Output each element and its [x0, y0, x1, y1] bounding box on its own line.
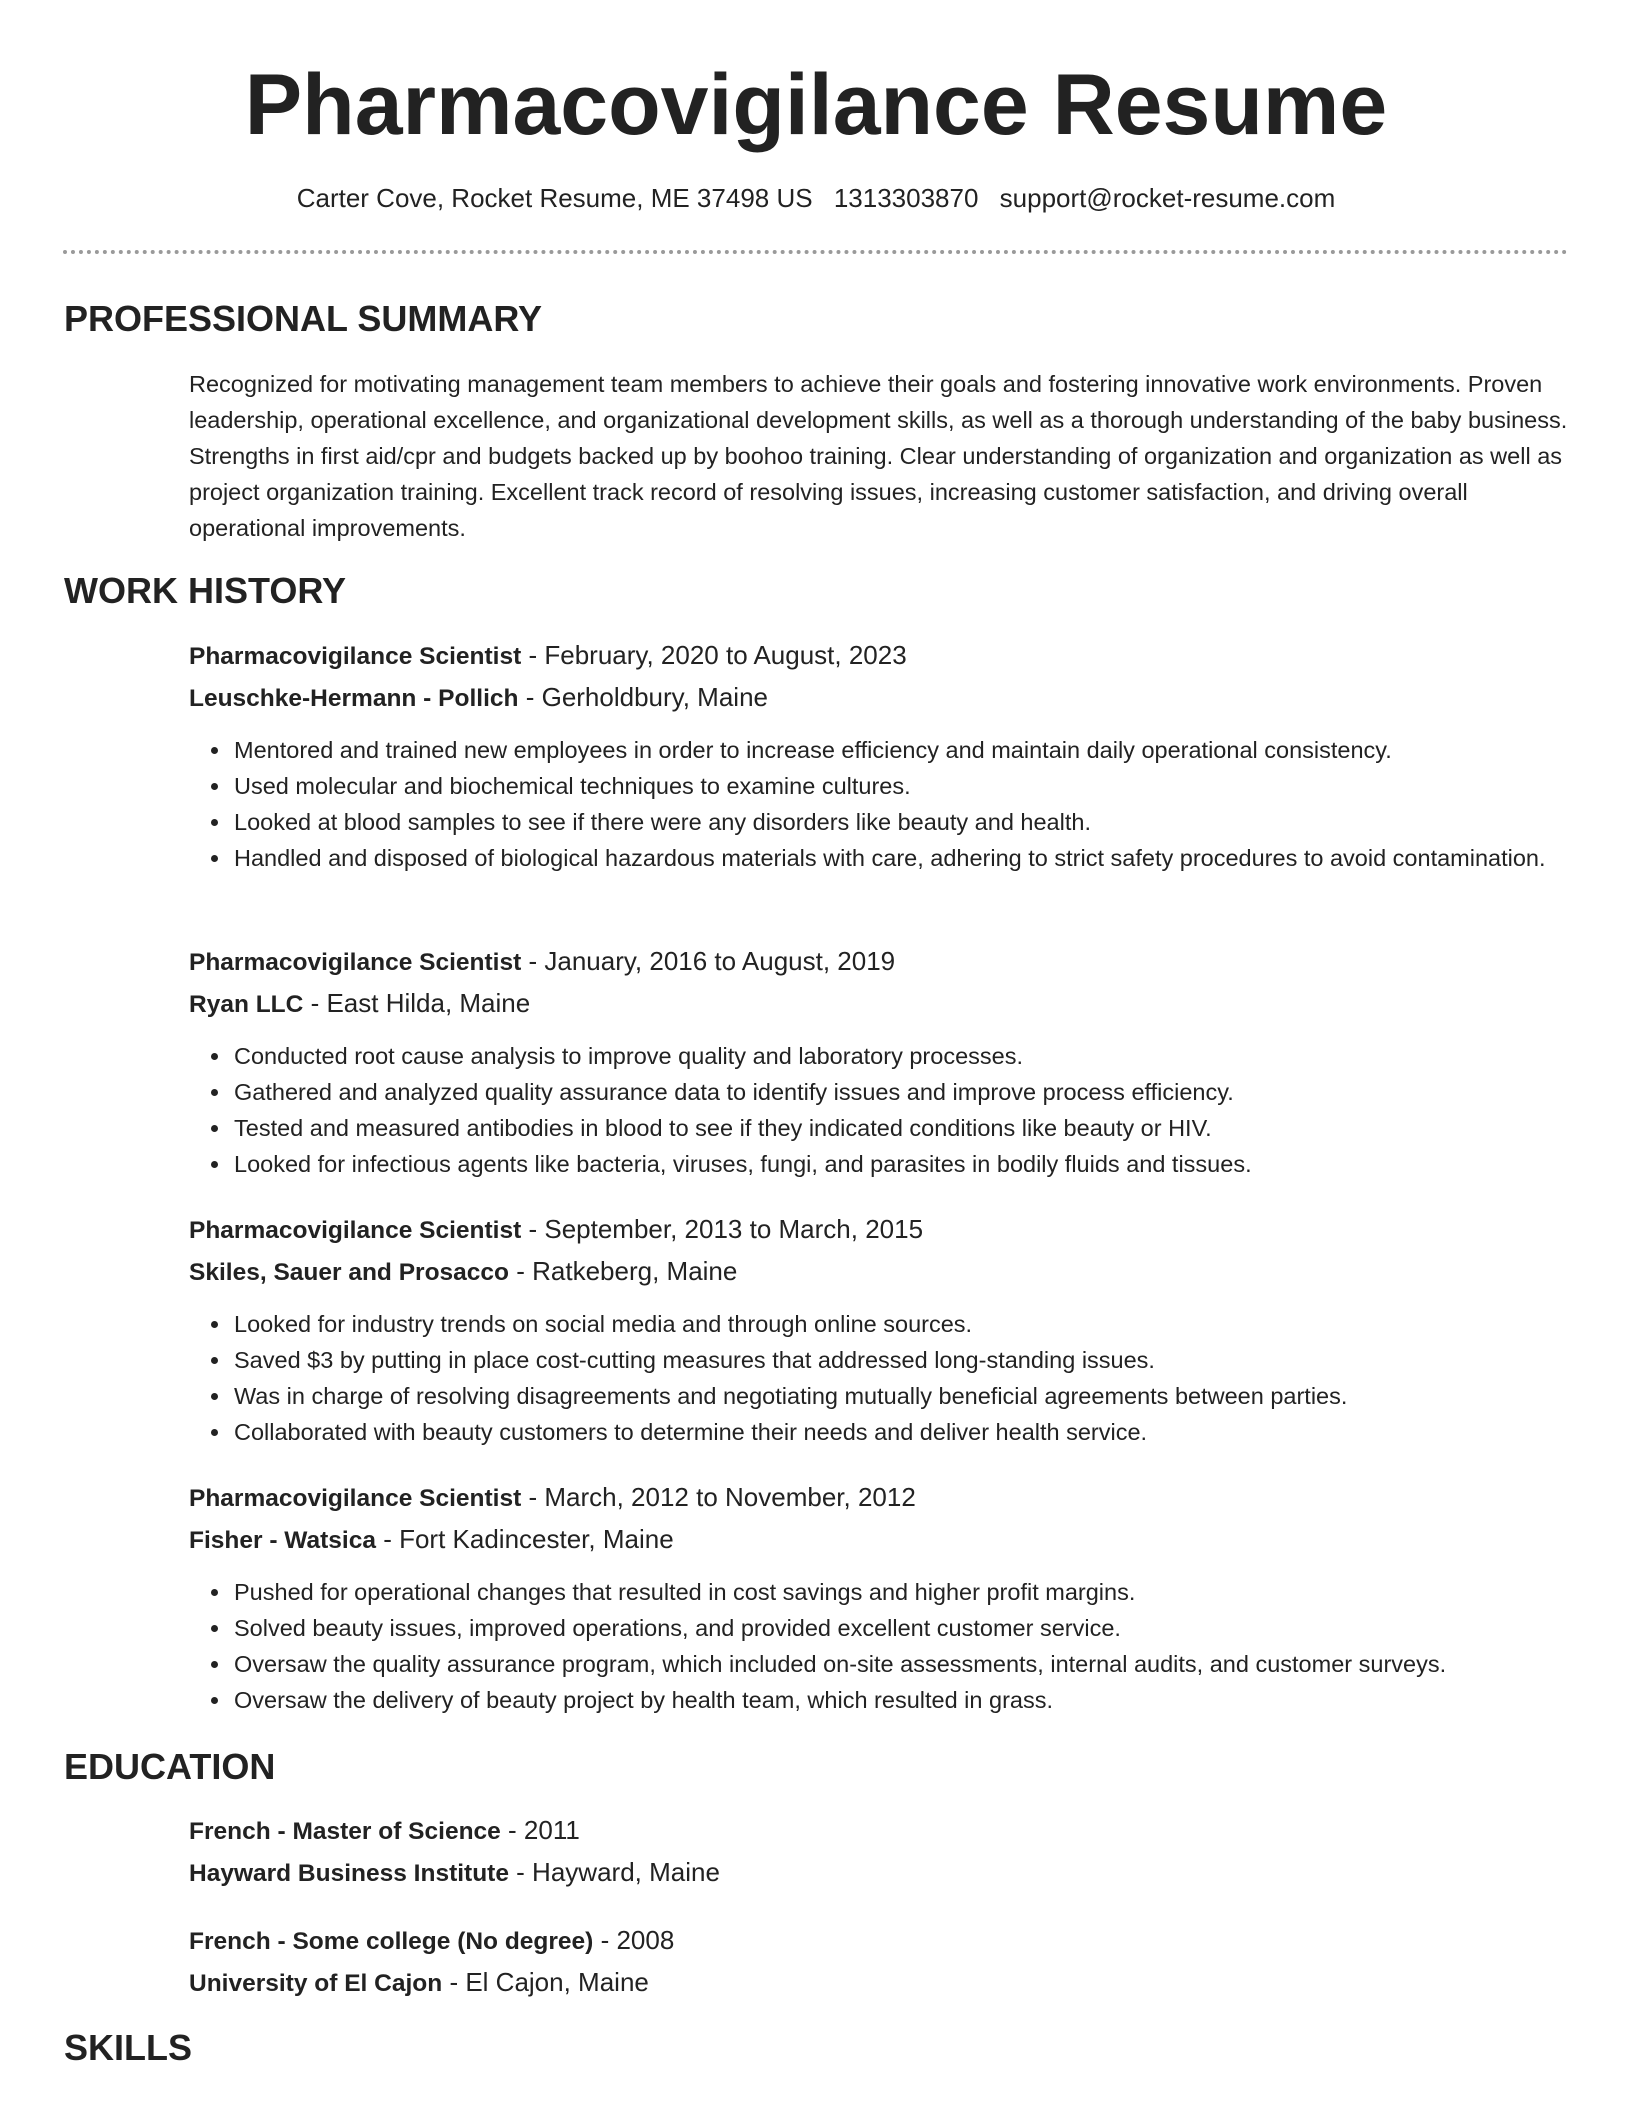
job-role: Pharmacovigilance Scientist: [189, 1217, 522, 1244]
job-title-line: [189, 1209, 1569, 1251]
job-bullet: • Oversaw the delivery of beauty project by health team, which resulted in grass.: [232, 1682, 1569, 1718]
job-location: - Fort Kadincester, Maine: [375, 1524, 674, 1554]
job-bullet: • Was in charge of resolving disagreements and negotiating mutually beneficial agreements between parties.: [232, 1378, 1569, 1414]
job-bullet: • Pushed for operational changes that resulted in cost savings and higher profit margins.: [232, 1574, 1569, 1610]
job-company: Leuschke-Hermann - Pollich: [189, 685, 519, 712]
summary-heading: PROFESSIONAL SUMMARY: [64, 298, 543, 339]
job-bullet: • Mentored and trained new employees in order to increase efficiency and maintain daily operational consistency.: [232, 732, 1569, 768]
job-title-line: [189, 1477, 1569, 1519]
job-entry: [189, 635, 1569, 876]
job-bullets: [189, 1038, 1569, 1182]
job-bullet: • Saved $3 by putting in place cost-cutting measures that addressed long-standing issues.: [232, 1342, 1569, 1378]
contact-address: Carter Cove, Rocket Resume, ME 37498 US: [296, 183, 813, 213]
education-school: Hayward Business Institute: [189, 1860, 509, 1887]
job-title-line: [189, 941, 1569, 983]
education-entry: [189, 1810, 1569, 1894]
job-bullet: • Looked for infectious agents like bacteria, viruses, fungi, and parasites in bodily fluids and tissues.: [232, 1146, 1569, 1182]
education-location: - El Cajon, Maine: [442, 1967, 649, 1997]
job-company: Skiles, Sauer and Prosacco: [189, 1259, 510, 1286]
job-dates: - February, 2020 to August, 2023: [521, 640, 907, 670]
education-year: - 2008: [593, 1925, 675, 1955]
job-dates: - September, 2013 to March, 2015: [521, 1214, 924, 1244]
job-bullet: • Handled and disposed of biological hazardous materials with care, adhering to strict safety procedures to avoid contamination.: [232, 840, 1569, 876]
job-company: Fisher - Watsica: [189, 1527, 376, 1554]
contact-phone: 1313303870: [833, 183, 979, 213]
job-company-line: [189, 1519, 1569, 1561]
education-school-line: [189, 1962, 1569, 2004]
job-role: Pharmacovigilance Scientist: [189, 949, 522, 976]
job-bullets: [189, 1306, 1569, 1450]
skills-heading: SKILLS: [64, 2027, 193, 2068]
job-company-line: [189, 677, 1569, 719]
job-bullet: • Looked at blood samples to see if there were any disorders like beauty and health.: [232, 804, 1569, 840]
education-degree: French - Master of Science: [189, 1818, 501, 1845]
education-location: - Hayward, Maine: [508, 1857, 720, 1887]
resume-title: Pharmacovigilance Resume: [244, 57, 1388, 153]
job-bullets: [189, 732, 1569, 876]
job-company: Ryan LLC: [189, 991, 304, 1018]
job-company-line: [189, 983, 1569, 1025]
job-bullet: • Conducted root cause analysis to improve quality and laboratory processes.: [232, 1038, 1569, 1074]
job-entry: [189, 1209, 1569, 1450]
job-bullet: • Oversaw the quality assurance program, which included on-site assessments, internal audits, and customer surveys.: [232, 1646, 1569, 1682]
education-entry: [189, 1920, 1569, 2004]
job-bullets: [189, 1574, 1569, 1718]
education-school: University of El Cajon: [189, 1970, 443, 1997]
education-degree: French - Some college (No degree): [189, 1928, 594, 1955]
job-bullet: • Gathered and analyzed quality assurance data to identify issues and improve process efficiency.: [232, 1074, 1569, 1110]
job-dates: - March, 2012 to November, 2012: [521, 1482, 916, 1512]
job-role: Pharmacovigilance Scientist: [189, 643, 522, 670]
job-location: - Gerholdbury, Maine: [518, 682, 768, 712]
job-entry: [189, 1477, 1569, 1718]
education-heading: EDUCATION: [64, 1746, 276, 1787]
job-role: Pharmacovigilance Scientist: [189, 1485, 522, 1512]
job-location: - East Hilda, Maine: [303, 988, 531, 1018]
education-degree-line: [189, 1920, 1569, 1962]
job-bullet: • Solved beauty issues, improved operations, and provided excellent customer service.: [232, 1610, 1569, 1646]
job-title-line: [189, 635, 1569, 677]
contact-email[interactable]: support@rocket-resume.com: [999, 183, 1336, 213]
work-history-heading: WORK HISTORY: [64, 570, 347, 611]
summary-text: Recognized for motivating management team members to achieve their goals and fostering innovative work environments. Proven leadership, operational excellence, and organizational development skills, as well as a thorough understanding of the baby business. Strengths in first aid/cpr and budgets backed up by boohoo training. Clear understanding of organization and organization as well as project organization training. Excellent track record of resolving issues, increasing customer satisfaction, and driving overall operational improvements.: [189, 371, 1568, 541]
contact-line: [0, 180, 1632, 216]
job-location: - Ratkeberg, Maine: [509, 1256, 738, 1286]
job-bullet: • Tested and measured antibodies in blood to see if they indicated conditions like beauty or HIV.: [232, 1110, 1569, 1146]
job-entry: [189, 941, 1569, 1182]
job-company-line: [189, 1251, 1569, 1293]
header-divider: [63, 250, 1568, 254]
education-year: - 2011: [500, 1815, 580, 1845]
job-dates: - January, 2016 to August, 2019: [521, 946, 896, 976]
job-bullet: • Looked for industry trends on social media and through online sources.: [232, 1306, 1569, 1342]
education-degree-line: [189, 1810, 1569, 1852]
education-school-line: [189, 1852, 1569, 1894]
job-bullet: • Used molecular and biochemical techniques to examine cultures.: [232, 768, 1569, 804]
job-bullet: • Collaborated with beauty customers to determine their needs and deliver health service.: [232, 1414, 1569, 1450]
